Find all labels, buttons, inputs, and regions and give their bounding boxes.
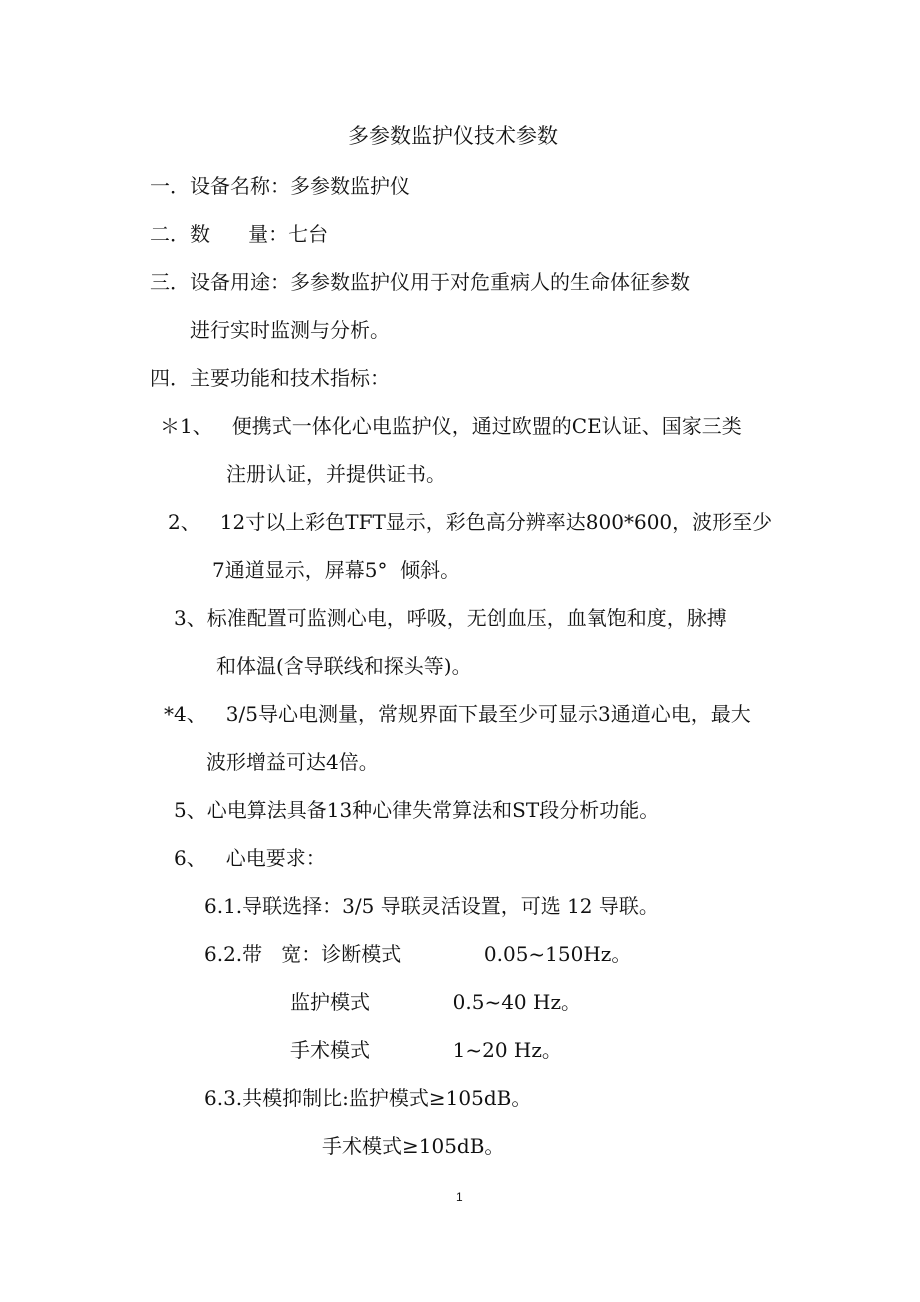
page-number: 1: [456, 1190, 463, 1204]
item-6-1: 6.1.导联选择：3/5 导联灵活设置，可选 12 导联。: [204, 894, 659, 918]
document-title: 多参数监护仪技术参数: [348, 124, 558, 148]
item-6-2-monitor: 监护模式 0.5~40 Hz。: [290, 990, 581, 1014]
section-purpose-cont: 进行实时监测与分析。: [190, 318, 390, 342]
section-device-name: 一．设备名称：多参数监护仪: [150, 174, 410, 198]
item-6-3: 6.3.共模抑制比:监护模式≥105dB。: [204, 1086, 532, 1110]
item-2: 2、 12寸以上彩色TFT显示，彩色高分辨率达800*600，波形至少: [168, 510, 773, 534]
item-3: 3、标准配置可监测心电，呼吸，无创血压，血氧饱和度，脉搏: [174, 606, 727, 630]
item-6-2-surgery: 手术模式 1~20 Hz。: [290, 1038, 562, 1062]
section-quantity: 二．数 量：七台: [150, 222, 329, 246]
item-4: *4、 3/5导心电测量，常规界面下最至少可显示3通道心电，最大: [164, 702, 751, 726]
item-6-2: 6.2.带 宽：诊断模式 0.05~150Hz。: [204, 942, 632, 966]
item-6-3-surgery: 手术模式≥105dB。: [322, 1134, 505, 1158]
item-6: 6、 心电要求：: [174, 846, 326, 870]
item-5: 5、心电算法具备13种心律失常算法和ST段分析功能。: [174, 798, 660, 822]
section-main-functions: 四．主要功能和技术指标：: [150, 366, 390, 390]
item-1: ＊1、 便携式一体化心电监护仪，通过欧盟的CE认证、国家三类: [160, 414, 742, 438]
item-3-cont: 和体温(含导联线和探头等)。: [216, 654, 472, 678]
item-1-cont: 注册认证，并提供证书。: [226, 462, 446, 486]
section-purpose: 三．设备用途：多参数监护仪用于对危重病人的生命体征参数: [150, 270, 690, 294]
item-2-cont: 7通道显示，屏幕5° 倾斜。: [212, 558, 461, 582]
item-4-cont: 波形增益可达4倍。: [206, 750, 379, 774]
